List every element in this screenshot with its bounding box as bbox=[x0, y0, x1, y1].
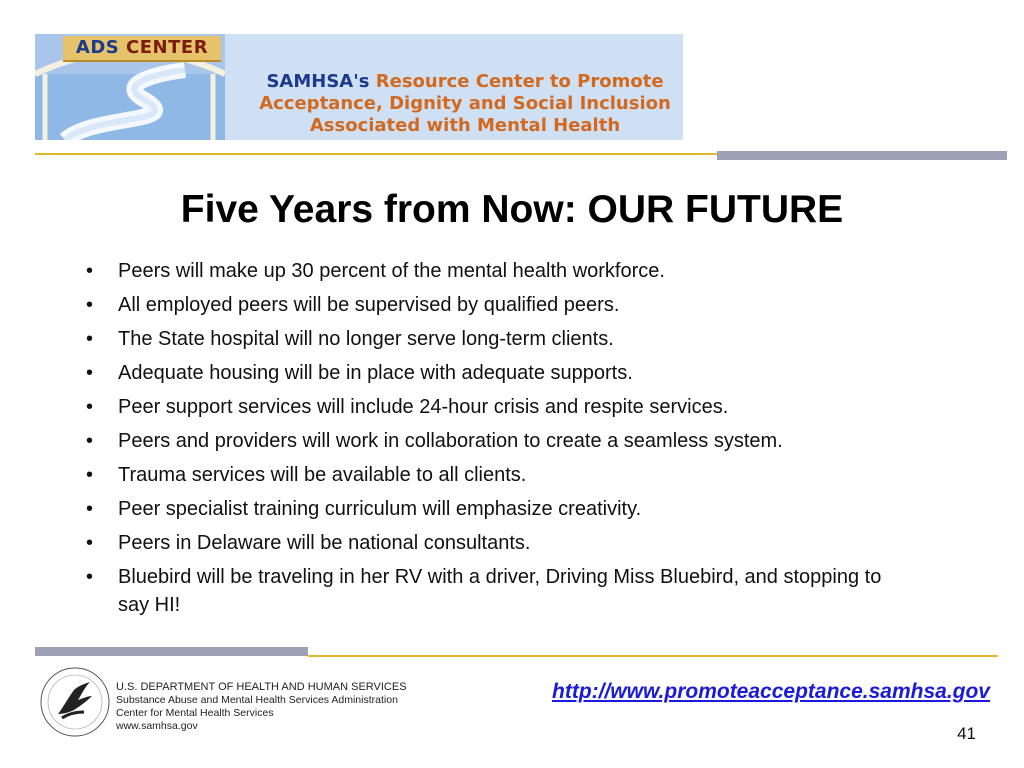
ads-center-logo bbox=[63, 36, 221, 62]
top-divider-line bbox=[35, 153, 717, 155]
bullet-list bbox=[86, 257, 986, 625]
page-number: 41 bbox=[957, 724, 976, 743]
bullet-dot: • bbox=[86, 430, 94, 452]
bullet-text: The State hospital will no longer serve long-term clients. bbox=[118, 328, 614, 350]
bullet-item bbox=[86, 359, 986, 387]
hhs-eagle-seal-icon bbox=[38, 662, 112, 742]
bullet-dot: • bbox=[86, 294, 94, 316]
bullet-text: All employed peers will be supervised by qualified peers. bbox=[118, 294, 620, 316]
bullet-text: Peer specialist training curriculum will emphasize creativity. bbox=[118, 498, 642, 520]
banner-samhsa-prefix: SAMHSA's bbox=[266, 71, 370, 92]
bullet-text: Trauma services will be available to all clients. bbox=[118, 464, 527, 486]
bullet-dot: • bbox=[86, 464, 94, 486]
bullet-dot: • bbox=[86, 532, 94, 554]
bullet-item bbox=[86, 563, 908, 619]
header-banner bbox=[35, 34, 683, 140]
bottom-divider-line bbox=[308, 655, 998, 657]
banner-line-1 bbox=[247, 71, 683, 93]
bullet-text: Peers and providers will work in collaboration to create a seamless system. bbox=[118, 430, 783, 452]
bullet-dot: • bbox=[86, 260, 94, 282]
hhs-website: www.samhsa.gov bbox=[116, 720, 198, 732]
bullet-text: Peer support services will include 24-hour crisis and respite services. bbox=[118, 396, 729, 418]
bullet-item bbox=[86, 393, 986, 421]
banner-line-1-rest: Resource Center to Promote bbox=[375, 71, 664, 92]
bullet-item bbox=[86, 495, 986, 523]
promote-acceptance-link[interactable]: http://www.promoteacceptance.samhsa.gov bbox=[552, 680, 990, 703]
bullet-text: Peers in Delaware will be national consultants. bbox=[118, 532, 531, 554]
banner-line-3: Associated with Mental Health bbox=[309, 115, 621, 136]
logo-word-center: CENTER bbox=[126, 37, 209, 58]
top-divider-bar bbox=[717, 151, 1007, 160]
bullet-dot: • bbox=[86, 362, 94, 384]
banner-caption bbox=[247, 71, 683, 137]
bullet-dot: • bbox=[86, 396, 94, 418]
bullet-item bbox=[86, 291, 986, 319]
hhs-agency-name: Substance Abuse and Mental Health Services Administration bbox=[116, 694, 398, 706]
slide-title: Five Years from Now: OUR FUTURE bbox=[180, 188, 844, 231]
hhs-agency-block bbox=[116, 681, 436, 733]
hhs-dept-name: U.S. DEPARTMENT OF HEALTH AND HUMAN SERVICES bbox=[116, 681, 407, 693]
bottom-divider-bar bbox=[35, 647, 308, 656]
bullet-item bbox=[86, 427, 986, 455]
logo-word-ads: ADS bbox=[75, 37, 120, 58]
bullet-text: Bluebird will be traveling in her RV with a driver, Driving Miss Bluebird, and stopping to say HI! bbox=[118, 566, 882, 616]
bullet-item bbox=[86, 325, 986, 353]
bullet-item bbox=[86, 461, 986, 489]
bullet-dot: • bbox=[86, 328, 94, 350]
bullet-dot: • bbox=[86, 498, 94, 520]
bullet-item bbox=[86, 529, 986, 557]
bullet-text: Adequate housing will be in place with adequate supports. bbox=[118, 362, 633, 384]
bullet-dot: • bbox=[86, 566, 94, 588]
bullet-text: Peers will make up 30 percent of the mental health workforce. bbox=[118, 260, 665, 282]
banner-line-2: Acceptance, Dignity and Social Inclusion bbox=[259, 93, 671, 114]
hhs-center-name: Center for Mental Health Services bbox=[116, 707, 274, 719]
bullet-item bbox=[86, 257, 986, 285]
